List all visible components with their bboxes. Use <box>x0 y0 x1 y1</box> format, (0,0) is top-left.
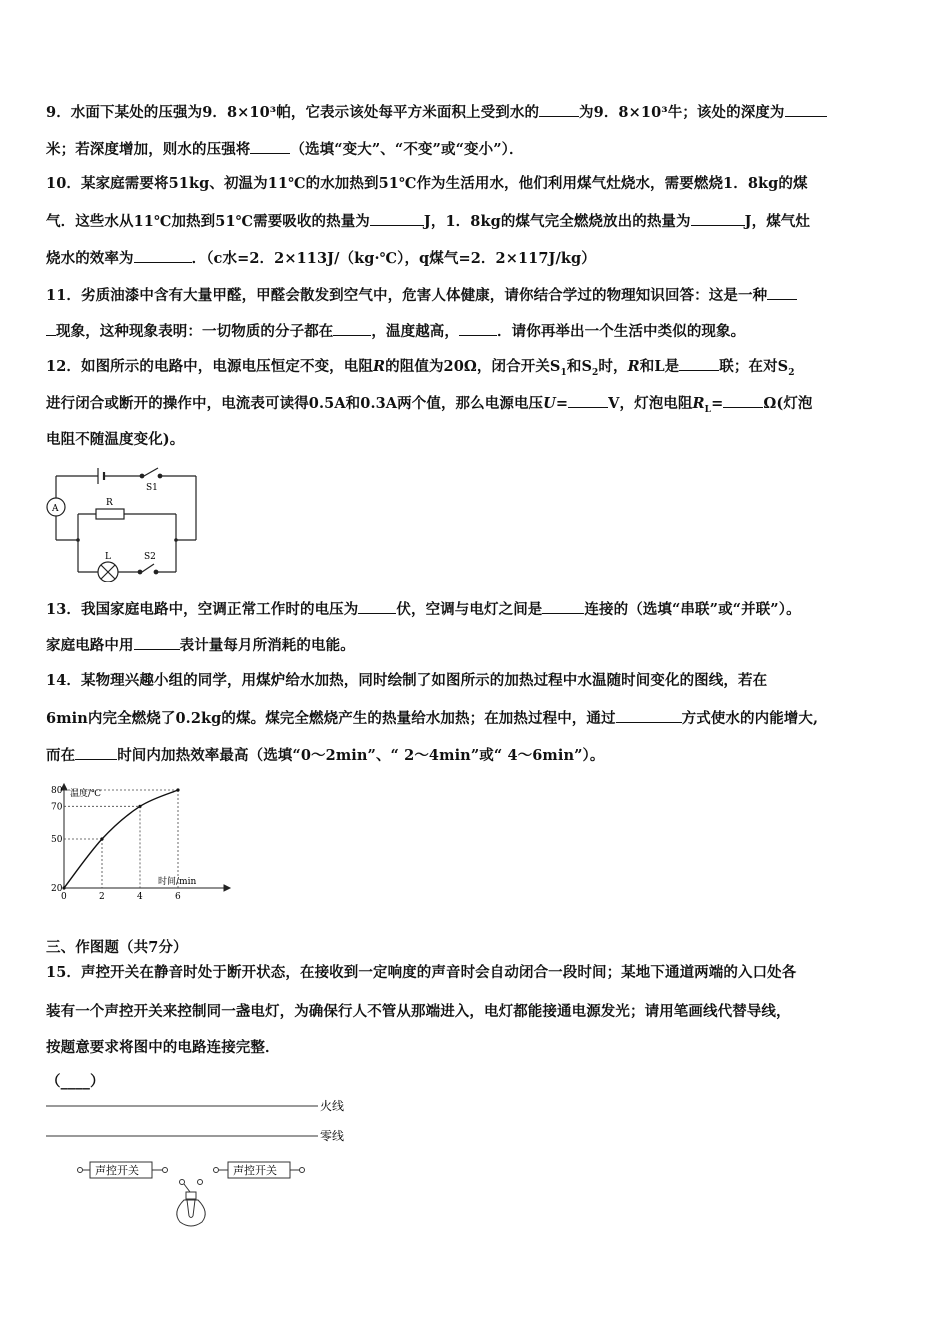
answer-blank[interactable] <box>785 102 827 117</box>
q10-text: ．（c水=2．2×113J/（kg·℃），q煤气=2．2×117J/kg） <box>191 250 596 267</box>
answer-blank[interactable] <box>767 285 797 300</box>
terminal <box>300 1168 305 1173</box>
y-axis-label: 温度/℃ <box>70 789 102 799</box>
voice-switch-left-label: 声控开关 <box>95 1164 139 1177</box>
voice-switch-right-label: 声控开关 <box>233 1164 277 1177</box>
q14-text: 时间内加热效率最高（选填“0～2min”、“ 2～4min”或“ 4～6min”）。 <box>117 747 605 764</box>
q12-sub: 2 <box>592 367 599 378</box>
q12-symbol-r: R <box>692 395 705 412</box>
q15-line-2: 装有一个声控开关来控制同一盏电灯，为确保行人不管从那端进入，电灯都能接通电源发光；请用笔画线代替导线， <box>46 1003 791 1020</box>
q14-text: 6min内完全燃烧了0.2kg的煤。煤完全燃烧产生的热量给水加热；在加热过程中，通过 <box>46 710 616 727</box>
q15-line-1: 15．声控开关在静音时处于断开状态，在接收到一定响度的声音时会自动闭合一段时间；某地下通道两端的入口处各 <box>46 964 797 981</box>
y-tick-label: 50 <box>51 835 63 845</box>
q13-text: 表计量每月所消耗的电能。 <box>179 637 355 654</box>
circuit-diagram-1 <box>40 462 210 582</box>
answer-blank[interactable] <box>370 211 424 226</box>
q12-symbol-r: R <box>627 358 640 375</box>
answer-blank[interactable] <box>691 211 745 226</box>
q13-text: 家庭电路中用 <box>46 637 134 654</box>
switch-contact <box>154 570 158 574</box>
q10-text: J，1．8kg的煤气完全燃烧放出的热量为 <box>423 213 691 230</box>
q15-answer-placeholder[interactable]: （____） <box>46 1073 105 1090</box>
q9-text: 9．水面下某处的压强为9．8×10³帕，它表示该处每平方米面积上受到水的 <box>46 104 540 121</box>
q12-text: 和L是 <box>639 358 680 375</box>
q13-line-1 <box>46 599 906 620</box>
bulb-filament <box>187 1200 195 1218</box>
q14-text: 而在 <box>46 747 76 764</box>
answer-blank[interactable] <box>723 393 763 408</box>
x-tick-label: 2 <box>99 892 105 902</box>
switch-contact <box>140 474 144 478</box>
q12-text: 的阻值为20Ω，闭合开关S <box>385 358 561 375</box>
q12-text: = <box>555 395 569 412</box>
q12-text: V，灯泡电阻 <box>608 395 693 412</box>
answer-blank[interactable] <box>459 321 497 336</box>
circuit-diagram-2 <box>40 1096 370 1236</box>
answer-blank[interactable] <box>568 393 608 408</box>
answer-blank[interactable] <box>134 248 192 263</box>
answer-blank[interactable] <box>616 708 682 723</box>
q10-text: J，煤气灶 <box>744 213 811 230</box>
q10-text: 气．这些水从11℃加热到51℃需要吸收的热量为 <box>46 213 370 230</box>
q14-line-2 <box>46 708 906 729</box>
q14-line-1: 14．某物理兴趣小组的同学，用煤炉给水加热，同时绘制了如图所示的加热过程中水温随时间变化的图线，若在 <box>46 672 768 689</box>
q9-line-1 <box>46 102 906 123</box>
q12-text: 联；在对S <box>719 358 789 375</box>
q13-text: 连接的（选填“串联”或“并联”）。 <box>584 601 801 618</box>
q12-symbol-u: U <box>543 395 556 412</box>
y-tick-label: 20 <box>51 884 63 894</box>
terminal <box>163 1168 168 1173</box>
switch-contact <box>158 474 162 478</box>
q10-line-2 <box>46 211 906 232</box>
q14-line-3 <box>46 745 906 766</box>
x-tick-label: 6 <box>175 892 181 902</box>
ammeter-label: A <box>52 504 59 514</box>
q12-sub: 2 <box>788 367 795 378</box>
switch-s1-label: S1 <box>146 483 158 493</box>
neutral-wire-label: 零线 <box>320 1129 345 1143</box>
x-axis-arrow <box>224 885 230 891</box>
y-tick-label: 80 <box>51 786 63 796</box>
answer-blank[interactable] <box>250 139 290 154</box>
q12-text: 和S <box>566 358 593 375</box>
q11-line-2 <box>46 321 906 342</box>
q11-text: ．请你再举出一个生活中类似的现象。 <box>497 323 746 340</box>
lamp-label: L <box>105 552 111 562</box>
q12-text: 时， <box>598 358 628 375</box>
q9-text: （选填“变大”、“不变”或“变小”）． <box>290 141 524 158</box>
q11-text: 11．劣质油漆中含有大量甲醛，甲醛会散发到空气中，危害人体健康，请你结合学过的物理知识回答：这是一种 <box>46 287 768 304</box>
q12-line-3: 电阻不随温度变化)。 <box>46 431 185 448</box>
q13-text: 13．我国家庭电路中，空调正常工作时的电压为 <box>46 601 359 618</box>
x-tick-label: 0 <box>61 892 67 902</box>
bulb-icon <box>177 1200 205 1226</box>
terminal <box>78 1168 83 1173</box>
q12-text: = <box>711 395 724 412</box>
q12-text: 进行闭合或断开的操作中，电流表可读得0.5A和0.3A两个值，那么电源电压 <box>46 395 544 412</box>
q10-line-1: 10．某家庭需要将51kg、初温为11℃的水加热到51℃作为生活用水，他们利用煤气灶烧水，需要燃烧1．8kg的煤 <box>46 175 808 192</box>
q12-sub: 1 <box>560 367 567 378</box>
q12-text: 12．如图所示的电路中，电源电压恒定不变，电阻 <box>46 358 373 375</box>
answer-blank[interactable] <box>75 745 117 760</box>
temperature-time-chart <box>34 782 234 906</box>
q12-text: Ω(灯泡 <box>763 395 813 412</box>
switch-s2-label: S2 <box>144 552 156 562</box>
bulb-lead <box>184 1184 190 1192</box>
x-tick-label: 4 <box>137 892 143 902</box>
section-title: 三、作图题（共7分） <box>46 939 188 956</box>
switch-s1-blade <box>144 468 158 476</box>
data-point <box>62 886 65 889</box>
answer-blank[interactable] <box>679 356 719 371</box>
q12-line-2 <box>46 393 906 420</box>
x-axis-label: 时间/min <box>158 877 197 887</box>
y-tick-label: 70 <box>51 802 63 813</box>
switch-s2-blade <box>142 564 154 572</box>
q14-text: 方式使水的内能增大, <box>681 710 819 727</box>
q11-text: ，温度越高， <box>371 323 460 340</box>
answer-blank[interactable] <box>539 102 579 117</box>
q15-line-3: 按题意要求将图中的电路连接完整． <box>46 1039 280 1056</box>
answer-blank[interactable] <box>333 321 371 336</box>
bulb-terminal <box>180 1180 185 1185</box>
data-point <box>100 837 103 840</box>
q11-text: 现象，这种现象表明：一切物质的分子都在 <box>56 323 334 340</box>
junction-dot <box>174 538 178 542</box>
q9-text: 为9．8×10³牛；该处的深度为 <box>579 104 785 121</box>
answer-blank[interactable] <box>46 321 56 336</box>
live-wire-label: 火线 <box>320 1099 345 1113</box>
q13-line-2 <box>46 635 906 656</box>
q9-line-2 <box>46 139 906 160</box>
answer-blank[interactable] <box>542 599 584 614</box>
q13-text: 伏，空调与电灯之间是 <box>396 601 543 618</box>
answer-blank[interactable] <box>134 635 180 650</box>
bulb-terminal <box>198 1180 203 1185</box>
q11-line-1 <box>46 285 906 306</box>
terminal <box>214 1168 219 1173</box>
answer-blank[interactable] <box>358 599 396 614</box>
switch-contact <box>138 570 142 574</box>
q12-line-1 <box>46 356 906 383</box>
junction-dot <box>76 538 80 542</box>
resistor-symbol <box>96 509 124 519</box>
q12-symbol-r: R <box>372 358 386 375</box>
resistor-label: R <box>106 498 113 508</box>
data-point <box>176 788 179 791</box>
q10-text: 烧水的效率为 <box>46 250 134 267</box>
data-point <box>138 805 141 808</box>
q10-line-3 <box>46 248 906 269</box>
q12-sub: L <box>704 404 712 415</box>
bulb-base <box>186 1192 196 1199</box>
q9-text: 米；若深度增加，则水的压强将 <box>46 141 251 158</box>
